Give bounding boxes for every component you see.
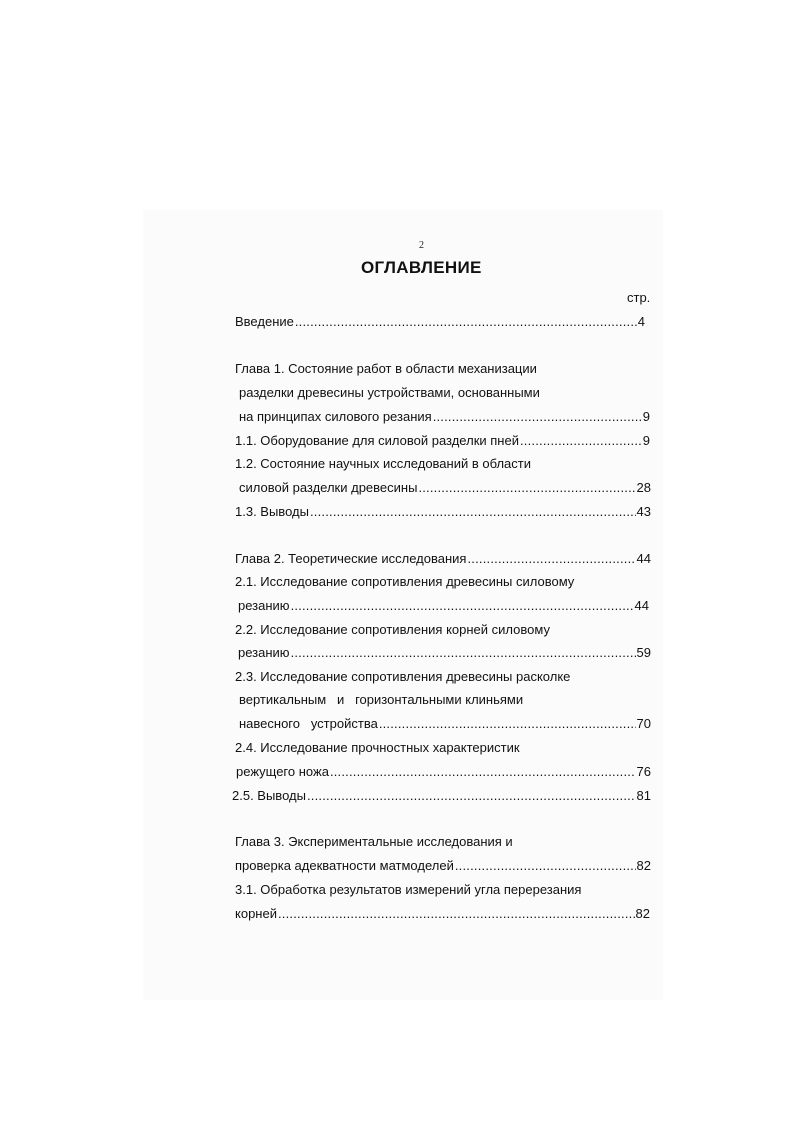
toc-entry-text: режущего ножа — [236, 764, 329, 779]
toc-section-1-3 — [235, 503, 651, 521]
leader-dots — [291, 644, 636, 662]
leader-dots — [295, 313, 637, 331]
toc-section-2-3-line-1: 2.3. Исследование сопротивления древесины расколке — [235, 669, 571, 684]
toc-chapter-1-line-3 — [239, 408, 650, 426]
leader-dots — [278, 905, 635, 923]
toc-entry-text: резанию — [238, 645, 290, 660]
toc-entry-page: 44 — [636, 551, 651, 566]
toc-section-2-2-line-2 — [238, 644, 651, 662]
toc-entry-text: навесного устройства — [239, 716, 378, 731]
toc-entry-text: силовой разделки древесины — [239, 480, 418, 495]
toc-section-1-1 — [235, 432, 650, 450]
leader-dots — [330, 763, 636, 781]
leader-dots — [379, 715, 636, 733]
page-column-label: стр. — [627, 290, 651, 305]
toc-section-2-4-line-1: 2.4. Исследование прочностных характеристик — [235, 740, 520, 755]
leader-dots — [520, 432, 642, 450]
toc-entry-text: проверка адекватности матмоделей — [235, 858, 454, 873]
toc-entry-page: 82 — [635, 906, 650, 921]
leader-dots — [307, 787, 636, 805]
toc-chapter-3-line-2 — [235, 857, 651, 875]
page-title: ОГЛАВЛЕНИЕ — [361, 258, 482, 277]
toc-entry-page: 82 — [636, 858, 651, 873]
toc-section-3-1-line-2 — [235, 905, 650, 923]
toc-entry-page: 9 — [642, 433, 650, 448]
toc-entry-text: Введение — [235, 314, 294, 329]
toc-entry-page: 9 — [642, 409, 650, 424]
toc-entry-text: резанию — [238, 598, 290, 613]
toc-section-1-2-line-2 — [239, 479, 651, 497]
leader-dots — [455, 857, 636, 875]
toc-section-2-3-line-3 — [239, 715, 651, 733]
toc-section-3-1-line-1: 3.1. Обработка результатов измерений угла перерезания — [235, 882, 582, 897]
toc-section-2-4-line-2 — [236, 763, 651, 781]
toc-entry-text: корней — [235, 906, 277, 921]
leader-dots — [310, 503, 636, 521]
toc-chapter-3-line-1: Глава 3. Экспериментальные исследования и — [235, 834, 513, 849]
toc-chapter-1-line-2: разделки древесины устройствами, основанными — [239, 385, 540, 400]
page-number: 2 — [419, 240, 424, 251]
toc-entry-page: 76 — [636, 764, 651, 779]
toc-section-2-1-line-1: 2.1. Исследование сопротивления древесины силовому — [235, 574, 575, 589]
toc-entry-text: на принципах силового резания — [239, 409, 432, 424]
toc-entry-page: 59 — [636, 645, 651, 660]
toc-entry-intro — [235, 313, 645, 331]
toc-entry-text: 1.3. Выводы — [235, 504, 309, 519]
toc-section-2-3-line-2: вертикальным и горизонтальными клиньями — [239, 692, 524, 707]
toc-entry-page: 81 — [636, 788, 651, 803]
leader-dots — [418, 479, 635, 497]
toc-section-2-1-line-2 — [238, 597, 649, 615]
toc-entry-page: 4 — [637, 314, 645, 329]
toc-section-2-5 — [232, 787, 651, 805]
toc-chapter-1-line-1: Глава 1. Состояние работ в области механизации — [235, 361, 537, 376]
toc-entry-page: 43 — [636, 504, 651, 519]
toc-entry-text: 2.5. Выводы — [232, 788, 306, 803]
leader-dots — [291, 597, 634, 615]
leader-dots — [433, 408, 642, 426]
toc-entry-text: 1.1. Оборудование для силовой разделки пней — [235, 433, 519, 448]
toc-section-1-2-line-1: 1.2. Состояние научных исследований в области — [235, 456, 531, 471]
toc-section-2-2-line-1: 2.2. Исследование сопротивления корней силовому — [235, 622, 550, 637]
toc-chapter-2 — [235, 550, 651, 568]
toc-entry-page: 28 — [636, 480, 651, 495]
leader-dots — [467, 550, 635, 568]
toc-entry-page: 70 — [636, 716, 651, 731]
toc-entry-text: Глава 2. Теоретические исследования — [235, 551, 467, 566]
toc-entry-page: 44 — [634, 598, 649, 613]
